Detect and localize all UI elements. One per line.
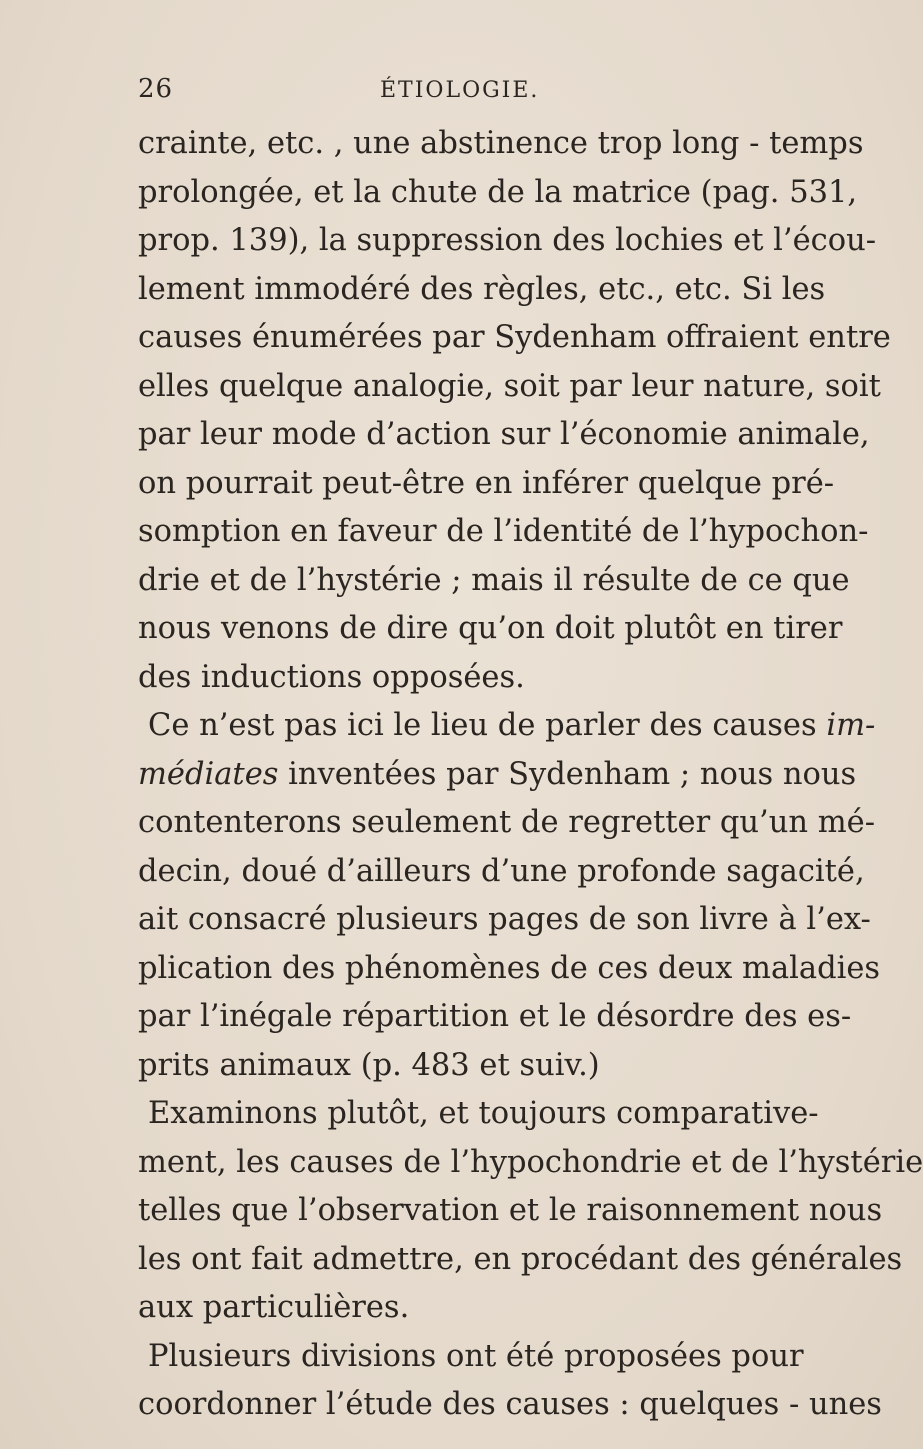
text-line: plication des phénomènes de ces deux maladies — [138, 950, 881, 986]
text-line — [138, 702, 876, 751]
text-line: ment, les causes de l’hypochondrie et de l’hystérie — [138, 1144, 923, 1180]
text-line: par l’inégale répartition et le désordre des es- — [138, 999, 852, 1034]
italic-segment: médiates — [138, 756, 279, 792]
text-line: on pourrait peut-être en inférer quelque pré- — [138, 465, 835, 501]
text-line: lement immodéré des règles, etc., etc. Si les — [138, 271, 826, 307]
text-line — [138, 751, 857, 800]
text-line: par leur mode d’action sur l’économie animale, — [138, 417, 870, 452]
text-line: Examinons plutôt, et toujours comparative- — [148, 1096, 819, 1131]
text-line: prits animaux (p. 483 et suiv.) — [138, 1047, 600, 1083]
text-line: decin, doué d’ailleurs d’une profonde sagacité, — [138, 853, 865, 889]
italic-segment: im- — [826, 708, 876, 743]
text-segment: Ce n’est pas ici le lieu de parler des causes — [148, 708, 817, 743]
text-line: des inductions opposées. — [138, 659, 525, 695]
text-line: causes énumérées par Sydenham offraient entre — [138, 320, 891, 355]
text-line: ait consacré plusieurs pages de son livre à l’ex- — [138, 902, 871, 937]
text-line: contenterons seulement de regretter qu’un mé- — [138, 805, 876, 840]
running-title: ÉTIOLOGIE. — [380, 78, 540, 103]
text-line: prop. 139), la suppression des lochies et l’écou- — [138, 223, 877, 258]
text-line: crainte, etc. , une abstinence trop long - temps — [138, 126, 864, 161]
page-number: 26 — [138, 74, 174, 104]
text-line: drie et de l’hystérie ; mais il résulte de ce que — [138, 562, 850, 598]
text-line: Plusieurs divisions ont été proposées pour — [148, 1338, 804, 1374]
text-segment: inventées par Sydenham ; nous nous — [288, 756, 857, 792]
text-line: coordonner l’étude des causes : quelques - unes — [138, 1387, 882, 1422]
text-line: les ont fait admettre, en procédant des générales — [138, 1241, 903, 1277]
text-line: prolongée, et la chute de la matrice (pag. 531, — [138, 174, 858, 210]
running-head — [138, 74, 778, 114]
body-text — [138, 120, 923, 1430]
text-line: elles quelque analogie, soit par leur nature, soit — [138, 368, 881, 404]
text-line: somption en faveur de l’identité de l’hypochon- — [138, 514, 869, 549]
text-line: aux particulières. — [138, 1290, 410, 1325]
text-line: telles que l’observation et le raisonnement nous — [138, 1193, 883, 1228]
text-line: nous venons de dire qu’on doit plutôt en tirer — [138, 611, 843, 646]
